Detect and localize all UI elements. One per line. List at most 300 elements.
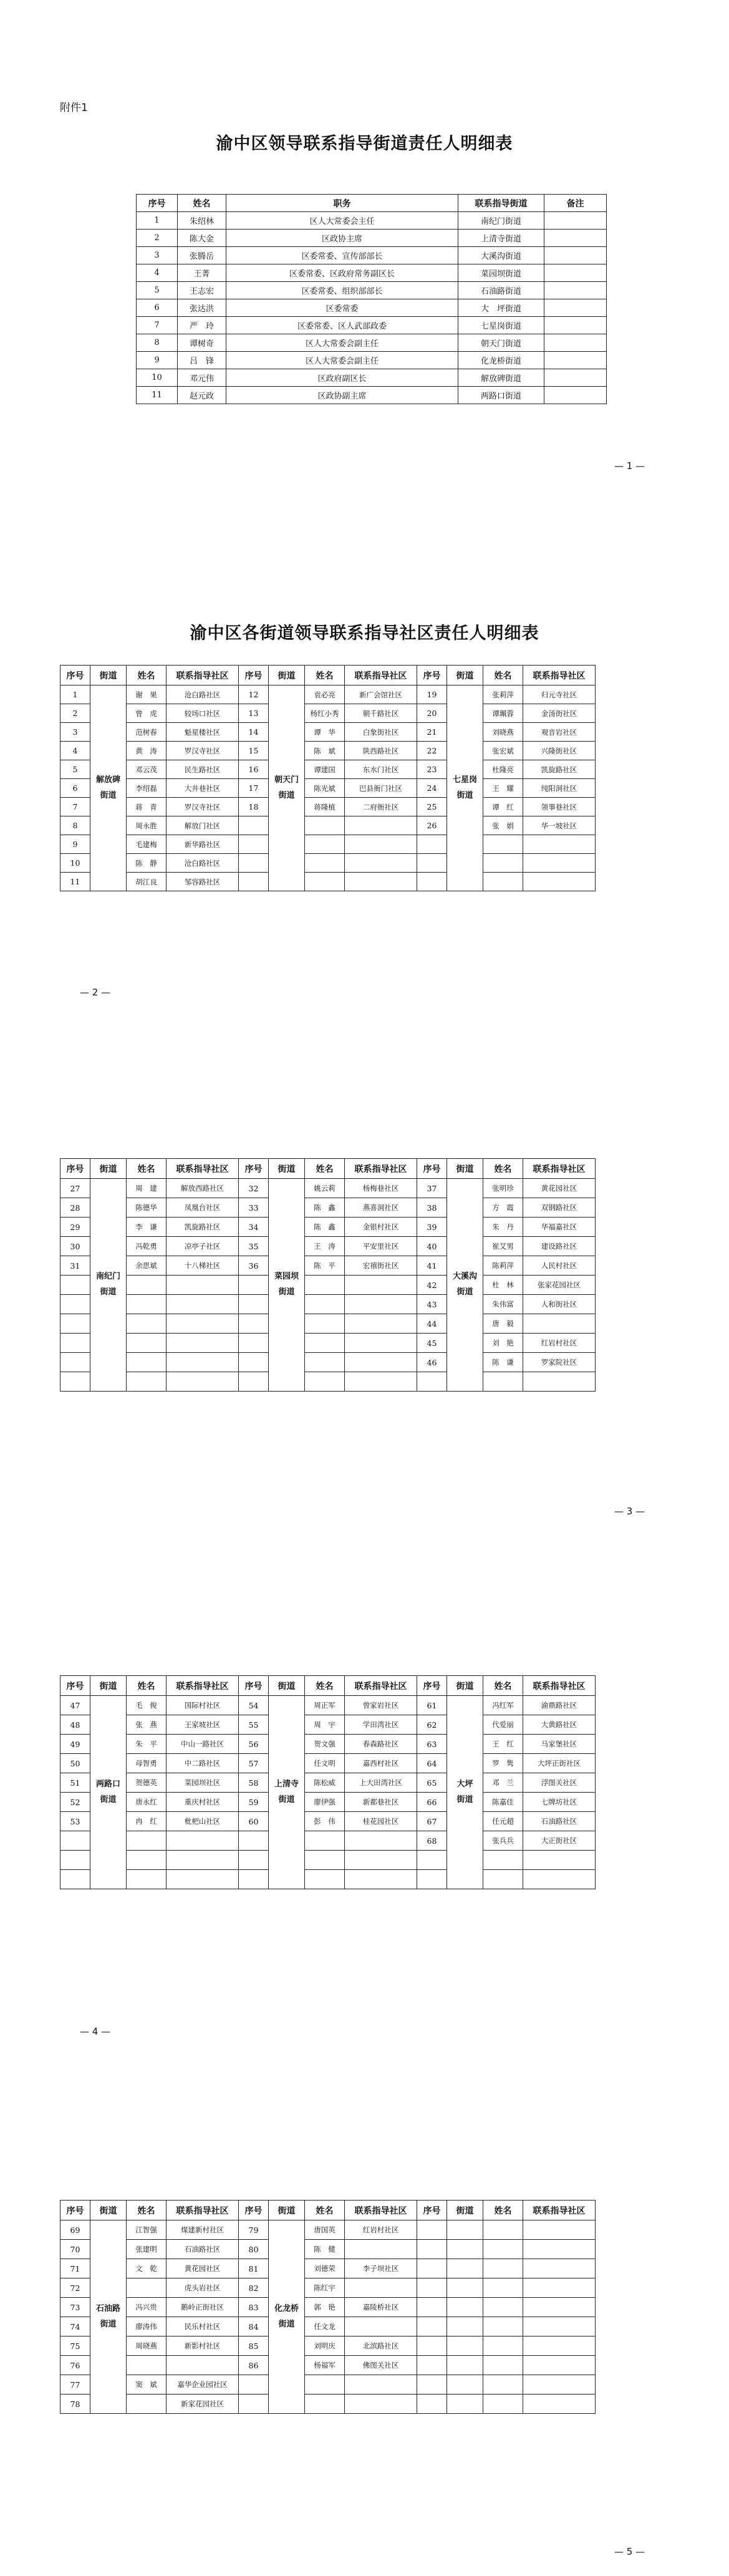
row-seq: 18 — [239, 798, 269, 816]
community-name: 凤凰台社区 — [167, 1198, 239, 1218]
table-row — [60, 1237, 596, 1256]
community-name: 人和街社区 — [523, 1295, 596, 1314]
community-name — [345, 873, 417, 891]
leaders-streets-table — [136, 194, 607, 404]
person-name: 李绍磊 — [127, 779, 167, 798]
community-name — [345, 1295, 417, 1314]
leader-duty: 区委常委、宣传部部长 — [226, 247, 458, 264]
empty-cell — [523, 2356, 596, 2375]
person-name: 陈光斌 — [305, 779, 345, 798]
person-name: 周永胜 — [127, 816, 167, 835]
table-row — [60, 1715, 596, 1735]
row-seq: 23 — [417, 760, 447, 779]
leader-duty: 区人大常委会副主任 — [226, 352, 458, 369]
row-seq: 54 — [239, 1696, 269, 1715]
community-name — [345, 854, 417, 873]
person-name: 王 红 — [483, 1735, 523, 1754]
row-seq: 14 — [239, 723, 269, 742]
community-name: 罗汉寺社区 — [167, 742, 239, 760]
person-name: 贺文强 — [305, 1735, 345, 1754]
community-name — [345, 1851, 417, 1870]
person-name — [127, 1851, 167, 1870]
street-community-table-4 — [60, 2200, 596, 2414]
row-seq: 10 — [137, 369, 178, 387]
table-header-row — [137, 195, 607, 212]
row-seq: 3 — [60, 723, 90, 742]
person-name — [483, 1372, 523, 1392]
person-name — [483, 835, 523, 854]
person-name — [305, 1372, 345, 1392]
column-header: 联系指导社区 — [167, 1676, 239, 1696]
empty-cell — [483, 2278, 523, 2298]
table-row — [60, 816, 596, 835]
table-row — [60, 835, 596, 854]
table-row — [60, 2220, 596, 2240]
leader-duty: 区委常委、组织部部长 — [226, 282, 458, 299]
person-name: 杜 林 — [483, 1276, 523, 1295]
street-name: 解放碑 街道 — [90, 685, 127, 891]
person-name: 李 谦 — [127, 1218, 167, 1237]
table-row — [60, 2278, 596, 2298]
row-seq: 39 — [417, 1218, 447, 1237]
row-seq: 55 — [239, 1715, 269, 1735]
column-header: 序号 — [239, 2201, 269, 2220]
person-name: 陈 健 — [305, 2240, 345, 2259]
table-row — [60, 2259, 596, 2278]
person-name — [127, 1334, 167, 1353]
remark — [544, 317, 607, 334]
row-seq: 28 — [60, 1198, 90, 1218]
column-header: 联系指导社区 — [167, 666, 239, 685]
empty-cell — [483, 2317, 523, 2336]
street-name: 大 坪街道 — [458, 299, 544, 317]
table-row — [60, 723, 596, 742]
column-header: 序号 — [60, 2201, 90, 2220]
table-header-row — [60, 1159, 596, 1179]
row-seq: 6 — [137, 299, 178, 317]
remark — [544, 387, 607, 404]
row-seq — [60, 1372, 90, 1392]
community-name: 煤建新村社区 — [167, 2220, 239, 2240]
row-seq: 36 — [239, 1256, 269, 1276]
table-row — [137, 282, 607, 299]
title-streets-communities: 渝中区各街道领导联系指导社区责任人明细表 — [190, 624, 539, 643]
street-name: 菜园坝街道 — [458, 264, 544, 282]
leader-name: 王志宏 — [178, 282, 226, 299]
community-name: 石油路社区 — [523, 1812, 596, 1831]
street-name: 菜园坝 街道 — [269, 1179, 305, 1392]
person-name: 范树春 — [127, 723, 167, 742]
community-name — [523, 854, 596, 873]
street-name: 化龙桥 街道 — [269, 2220, 305, 2414]
person-name — [305, 1831, 345, 1851]
row-seq: 2 — [60, 704, 90, 723]
community-name — [345, 816, 417, 835]
person-name: 周正军 — [305, 1696, 345, 1715]
column-header: 序号 — [417, 2201, 447, 2220]
community-name: 沧白路社区 — [167, 854, 239, 873]
community-name: 七牌坊社区 — [523, 1793, 596, 1812]
community-name — [523, 1851, 596, 1870]
column-header: 序号 — [60, 1676, 90, 1696]
community-name — [523, 1314, 596, 1334]
community-name — [345, 1353, 417, 1372]
remark — [544, 212, 607, 230]
person-name: 廖涛伟 — [127, 2317, 167, 2336]
row-seq: 1 — [137, 212, 178, 230]
table-row — [60, 1314, 596, 1334]
person-name: 黄 涛 — [127, 742, 167, 760]
column-header: 街道 — [90, 1159, 127, 1179]
empty-cell — [523, 2336, 596, 2356]
table-row — [60, 1198, 596, 1218]
street-community-grid — [60, 1158, 596, 1392]
row-seq: 29 — [60, 1218, 90, 1237]
community-name: 华福嘉社区 — [523, 1218, 596, 1237]
community-name: 学田湾社区 — [345, 1715, 417, 1735]
table-row — [60, 1754, 596, 1773]
person-name: 陈 斌 — [305, 742, 345, 760]
table-header-row — [60, 1676, 596, 1696]
table-row — [60, 1256, 596, 1276]
row-seq: 4 — [137, 264, 178, 282]
person-name — [483, 854, 523, 873]
row-seq: 70 — [60, 2240, 90, 2259]
table-row — [60, 2356, 596, 2375]
column-header: 姓名 — [127, 2201, 167, 2220]
person-name — [305, 835, 345, 854]
row-seq: 17 — [239, 779, 269, 798]
column-header: 联系指导社区 — [523, 666, 596, 685]
column-header: 姓名 — [305, 1676, 345, 1696]
row-seq — [239, 1372, 269, 1392]
row-seq: 9 — [137, 352, 178, 369]
table-row — [137, 247, 607, 264]
person-name: 唐永红 — [127, 1793, 167, 1812]
remark — [544, 352, 607, 369]
person-name: 贺德英 — [127, 1773, 167, 1793]
empty-cell — [417, 2259, 447, 2278]
row-seq: 26 — [417, 816, 447, 835]
row-seq: 45 — [417, 1334, 447, 1353]
table-row — [60, 854, 596, 873]
person-name — [127, 2356, 167, 2375]
person-name: 王 涛 — [305, 1237, 345, 1256]
table-row — [60, 2317, 596, 2336]
person-name: 陈莉萍 — [483, 1256, 523, 1276]
row-seq: 80 — [239, 2240, 269, 2259]
community-name: 邹容路社区 — [167, 873, 239, 891]
column-header: 序号 — [137, 195, 178, 212]
empty-cell — [417, 2240, 447, 2259]
community-name: 菜园坝社区 — [167, 1773, 239, 1793]
table-row — [60, 1735, 596, 1754]
row-seq: 7 — [60, 798, 90, 816]
street-community-table-3 — [60, 1675, 596, 1889]
table-row — [137, 317, 607, 334]
person-name: 陈 谦 — [483, 1353, 523, 1372]
row-seq: 44 — [417, 1314, 447, 1334]
row-seq: 24 — [417, 779, 447, 798]
person-name: 任文龙 — [305, 2317, 345, 2336]
community-name: 大正街社区 — [523, 1831, 596, 1851]
row-seq — [239, 854, 269, 873]
row-seq: 50 — [60, 1754, 90, 1773]
row-seq: 78 — [60, 2394, 90, 2414]
column-header: 街道 — [447, 2201, 483, 2220]
row-seq: 82 — [239, 2278, 269, 2298]
leader-duty: 区委常委 — [226, 299, 458, 317]
community-name: 上大田湾社区 — [345, 1773, 417, 1793]
leader-name: 朱绍林 — [178, 212, 226, 230]
row-seq — [60, 1295, 90, 1314]
row-seq: 49 — [60, 1735, 90, 1754]
row-seq: 64 — [417, 1754, 447, 1773]
row-seq: 66 — [417, 1793, 447, 1812]
person-name — [127, 2278, 167, 2298]
leader-duty: 区人大常委会副主任 — [226, 334, 458, 352]
row-seq: 12 — [239, 685, 269, 704]
empty-cell — [447, 2278, 483, 2298]
community-name: 平安里社区 — [345, 1237, 417, 1256]
person-name — [305, 1870, 345, 1889]
leader-name: 张腾岳 — [178, 247, 226, 264]
row-seq: 13 — [239, 704, 269, 723]
street-community-grid — [60, 665, 596, 891]
person-name — [305, 1353, 345, 1372]
leader-duty: 区委常委、区政府常务副区长 — [226, 264, 458, 282]
row-seq: 27 — [60, 1179, 90, 1198]
row-seq: 35 — [239, 1237, 269, 1256]
street-name: 大坪 街道 — [447, 1696, 483, 1889]
person-name: 杨福军 — [305, 2356, 345, 2375]
leader-name: 陈大金 — [178, 230, 226, 247]
community-name — [523, 873, 596, 891]
street-name: 上清寺街道 — [458, 230, 544, 247]
row-seq: 15 — [239, 742, 269, 760]
person-name: 邓云茂 — [127, 760, 167, 779]
person-name: 谭珮蓉 — [483, 704, 523, 723]
leader-duty: 区委常委、区人武部政委 — [226, 317, 458, 334]
row-seq: 25 — [417, 798, 447, 816]
person-name: 冯乾勇 — [127, 1237, 167, 1256]
row-seq — [239, 835, 269, 854]
table-row — [137, 230, 607, 247]
row-seq: 10 — [60, 854, 90, 873]
row-seq — [239, 1276, 269, 1295]
column-header: 姓名 — [127, 1676, 167, 1696]
community-name: 凯旋路社区 — [167, 1218, 239, 1237]
person-name — [305, 1276, 345, 1295]
community-name — [345, 835, 417, 854]
person-name: 余思斌 — [127, 1256, 167, 1276]
person-name: 周 建 — [127, 1179, 167, 1198]
column-header: 序号 — [417, 1676, 447, 1696]
person-name — [127, 1372, 167, 1392]
community-name: 民生路社区 — [167, 760, 239, 779]
table-row — [60, 2240, 596, 2259]
community-name: 金汤街社区 — [523, 704, 596, 723]
person-name: 邓 兰 — [483, 1773, 523, 1793]
row-seq — [239, 1353, 269, 1372]
column-header: 街道 — [269, 1676, 305, 1696]
table-row — [60, 1353, 596, 1372]
row-seq: 8 — [137, 334, 178, 352]
column-header: 姓名 — [127, 1159, 167, 1179]
table-row — [60, 1851, 596, 1870]
person-name: 张明珍 — [483, 1179, 523, 1198]
row-seq: 58 — [239, 1773, 269, 1793]
empty-cell — [483, 2220, 523, 2240]
person-name: 陈 平 — [305, 1256, 345, 1276]
person-name: 张 娟 — [483, 816, 523, 835]
row-seq: 73 — [60, 2298, 90, 2317]
row-seq: 77 — [60, 2375, 90, 2394]
community-name: 双钢路社区 — [523, 1198, 596, 1218]
leader-duty: 区人大常委会主任 — [226, 212, 458, 230]
column-header: 联系指导社区 — [523, 1159, 596, 1179]
empty-cell — [447, 2240, 483, 2259]
row-seq: 56 — [239, 1735, 269, 1754]
row-seq: 84 — [239, 2317, 269, 2336]
empty-cell — [447, 2259, 483, 2278]
person-name: 罗 隽 — [483, 1754, 523, 1773]
person-name: 唐国英 — [305, 2220, 345, 2240]
community-name — [345, 1334, 417, 1353]
empty-cell — [447, 2336, 483, 2356]
person-name: 周晓燕 — [127, 2336, 167, 2356]
table-row — [60, 1696, 596, 1715]
empty-cell — [483, 2394, 523, 2414]
leader-duty: 区政协主席 — [226, 230, 458, 247]
person-name — [305, 1314, 345, 1334]
column-header: 序号 — [60, 1159, 90, 1179]
attachment-label: 附件1 — [60, 102, 88, 114]
leader-name: 严 玲 — [178, 317, 226, 334]
empty-cell — [417, 2356, 447, 2375]
community-name: 嘉西村社区 — [345, 1754, 417, 1773]
column-header: 姓名 — [178, 195, 226, 212]
community-name — [523, 835, 596, 854]
row-seq: 33 — [239, 1198, 269, 1218]
empty-cell — [447, 2220, 483, 2240]
table-row — [60, 1870, 596, 1889]
community-name: 枇杷山社区 — [167, 1812, 239, 1831]
person-name: 姚云莉 — [305, 1179, 345, 1198]
remark — [544, 334, 607, 352]
person-name: 张建明 — [127, 2240, 167, 2259]
community-name: 朝千路社区 — [345, 704, 417, 723]
community-name: 观音岩社区 — [523, 723, 596, 742]
empty-cell — [447, 2298, 483, 2317]
person-name — [305, 854, 345, 873]
empty-cell — [417, 2220, 447, 2240]
table-header-row — [60, 2201, 596, 2220]
row-seq: 34 — [239, 1218, 269, 1237]
person-name: 杨红小秀 — [305, 704, 345, 723]
community-name: 春森路社区 — [345, 1735, 417, 1754]
community-name: 李子坝社区 — [345, 2259, 417, 2278]
person-name — [127, 1353, 167, 1372]
community-name: 华一坡社区 — [523, 816, 596, 835]
page-number: — 1 — — [614, 460, 645, 472]
person-name: 周 宇 — [305, 1715, 345, 1735]
empty-cell — [447, 2375, 483, 2394]
person-name — [483, 873, 523, 891]
person-name: 毛 俊 — [127, 1696, 167, 1715]
community-name: 解放西路社区 — [167, 1179, 239, 1198]
community-name — [345, 2278, 417, 2298]
person-name: 刘德荣 — [305, 2259, 345, 2278]
community-name: 红岩村社区 — [345, 2220, 417, 2240]
page-number: — 5 — — [614, 2546, 645, 2557]
community-name: 凉亭子社区 — [167, 1237, 239, 1256]
person-name: 张宏斌 — [483, 742, 523, 760]
row-seq: 7 — [137, 317, 178, 334]
row-seq: 31 — [60, 1256, 90, 1276]
row-seq — [417, 1372, 447, 1392]
row-seq — [417, 1851, 447, 1870]
leader-duty: 区政协副主席 — [226, 387, 458, 404]
row-seq: 65 — [417, 1773, 447, 1793]
community-name: 黄花园社区 — [523, 1179, 596, 1198]
community-name: 解放门社区 — [167, 816, 239, 835]
street-community-table-2 — [60, 1158, 596, 1392]
person-name: 杜隆亮 — [483, 760, 523, 779]
person-name — [305, 816, 345, 835]
row-seq — [239, 1334, 269, 1353]
empty-cell — [417, 2317, 447, 2336]
street-name: 石油路街道 — [458, 282, 544, 299]
title-leaders-streets: 渝中区领导联系指导街道责任人明细表 — [216, 134, 513, 153]
table-row — [137, 212, 607, 230]
person-name: 陈 鑫 — [305, 1218, 345, 1237]
leader-name: 吕 锋 — [178, 352, 226, 369]
community-name: 杨梅巷社区 — [345, 1179, 417, 1198]
table-row — [60, 2298, 596, 2317]
person-name: 朱 平 — [127, 1735, 167, 1754]
community-name: 较场口社区 — [167, 704, 239, 723]
column-header: 姓名 — [483, 2201, 523, 2220]
row-seq: 1 — [60, 685, 90, 704]
row-seq — [239, 1295, 269, 1314]
row-seq: 20 — [417, 704, 447, 723]
community-name — [167, 1276, 239, 1295]
column-header: 街道 — [90, 666, 127, 685]
person-name: 冉 红 — [127, 1812, 167, 1831]
street-name: 上清寺 街道 — [269, 1696, 305, 1889]
leader-name: 谭树奇 — [178, 334, 226, 352]
column-header: 序号 — [417, 1159, 447, 1179]
row-seq: 79 — [239, 2220, 269, 2240]
person-name: 陈 静 — [127, 854, 167, 873]
row-seq: 47 — [60, 1696, 90, 1715]
leader-name: 王菁 — [178, 264, 226, 282]
row-seq: 41 — [417, 1256, 447, 1276]
remark — [544, 282, 607, 299]
row-seq: 85 — [239, 2336, 269, 2356]
row-seq: 11 — [137, 387, 178, 404]
empty-cell — [417, 2336, 447, 2356]
street-name: 朝天门 街道 — [269, 685, 305, 891]
community-name: 陕西路社区 — [345, 742, 417, 760]
row-seq — [60, 1314, 90, 1334]
table-row — [60, 760, 596, 779]
empty-cell — [523, 2298, 596, 2317]
community-name: 新广会馆社区 — [345, 685, 417, 704]
table-row — [60, 1812, 596, 1831]
person-name: 曾 虎 — [127, 704, 167, 723]
